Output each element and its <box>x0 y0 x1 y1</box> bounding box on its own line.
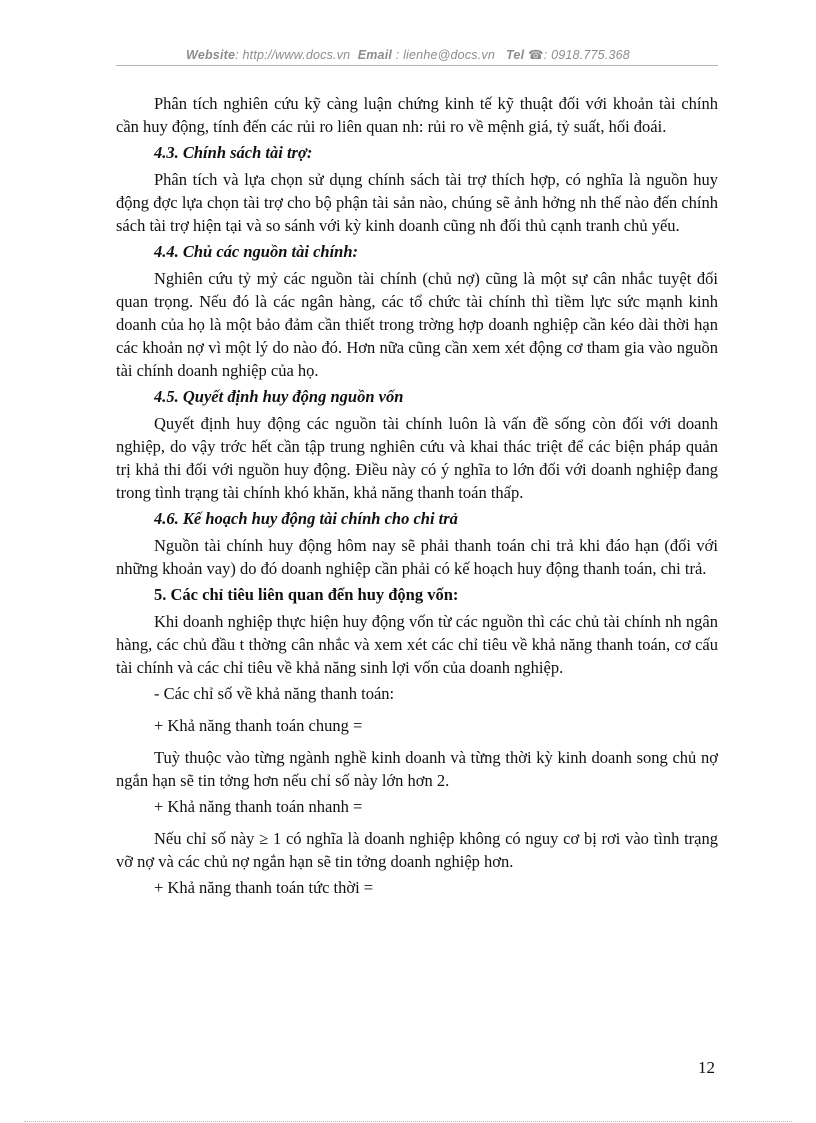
paragraph-6: Khi doanh nghiệp thực hiện huy động vốn từ các nguồn thì các chủ tài chính nh ngân hàng, các chủ đầu t thờng cân nhắc và xem xét các chỉ tiêu về khả năng thanh toán, cơ cấu tài chính và các chỉ tiêu về khả năng sinh lợi vốn của doanh nghiệp. <box>116 612 718 677</box>
header-divider <box>116 65 718 66</box>
website-label: Website <box>186 48 236 62</box>
heading-4-4: 4.4. Chủ các nguồn tài chính: <box>154 242 359 261</box>
heading-4-3: 4.3. Chính sách tài trợ: <box>154 143 313 162</box>
page-header <box>0 47 816 62</box>
paragraph-2: Phân tích và lựa chọn sử dụng chính sách tài trợ thích hợp, có nghĩa là nguồn huy động đợc lựa chọn tài trợ cho bộ phận tài sản nào, chúng sẽ ảnh hởng nh thế nào đến chính sách tài trợ hiện tại và so sánh với kỳ kinh doanh cũng nh đối thủ cạnh tranh chủ yếu. <box>116 170 718 235</box>
liquidity-ratios-label: - Các chỉ số về khả năng thanh toán: <box>154 684 395 703</box>
phone-icon: ☎ <box>527 48 544 62</box>
website-value: : http://www.docs.vn <box>235 48 351 62</box>
page-number: 12 <box>698 1058 715 1077</box>
paragraph-3: Nghiên cứu tỷ mỷ các nguồn tài chính (chủ nợ) cũng là một sự cân nhắc tuyệt đối quan trọng. Nếu đó là các ngân hàng, các tổ chức tài chính thì tiềm lực sức mạnh kinh doanh của họ là một bảo đảm cần thiết trong trờng hợp doanh nghiệp cần kéo dài thời hạn các khoản nợ vì một lý do nào đó. Hơn nữa cũng cần xem xét động cơ tham gia vào nguồn tài chính doanh nghiệp của họ. <box>116 269 718 380</box>
tel-label: Tel <box>506 48 525 62</box>
paragraph-4: Quyết định huy động các nguồn tài chính luôn là vấn đề sống còn đối với doanh nghiệp, do vậy trớc hết cần tập trung nghiên cứu và khai thác triệt để các biện pháp quản trị khả thi đối với nguồn huy động. Điều này có ý nghĩa to lớn đối với doanh nghiệp đang trong tình trạng tài chính khó khăn, khả năng thanh toán thấp. <box>116 414 718 502</box>
paragraph-8: Nếu chỉ số này ≥ 1 có nghĩa là doanh nghiệp không có nguy cơ bị rơi vào tình trạng vỡ nợ và các chủ nợ ngắn hạn sẽ tin tởng doanh nghiệp hơn. <box>116 829 718 871</box>
paragraph-1: Phân tích nghiên cứu kỹ càng luận chứng kinh tế kỹ thuật đối với khoản tài chính cần huy động, tính đến các rủi ro liên quan nh: rủi ro về mệnh giá, tỷ suất, hối đoái. <box>116 94 718 136</box>
email-value: : lienhe@docs.vn <box>395 48 496 62</box>
heading-4-5: 4.5. Quyết định huy động nguồn vốn <box>154 387 404 406</box>
cash-ratio-line: + Khả năng thanh toán tức thời = <box>154 878 374 897</box>
heading-5: 5. Các chỉ tiêu liên quan đến huy động vốn: <box>154 585 459 604</box>
paragraph-5: Nguồn tài chính huy động hôm nay sẽ phải thanh toán chi trả khi đáo hạn (đối với những khoản vay) do đó doanh nghiệp cần phải có kế hoạch huy động thanh toán, chi trả. <box>116 536 718 578</box>
email-label: Email <box>357 48 393 62</box>
heading-4-6: 4.6. Kế hoạch huy động tài chính cho chi trả <box>154 509 458 528</box>
quick-ratio-line: + Khả năng thanh toán nhanh = <box>154 797 363 816</box>
document-body <box>116 92 718 908</box>
current-ratio-line: + Khả năng thanh toán chung = <box>154 716 363 735</box>
paragraph-7: Tuỳ thuộc vào từng ngành nghề kinh doanh và từng thời kỳ kinh doanh song chủ nợ ngắn hạn sẽ tin tởng hơn nếu chỉ số này lớn hơn 2. <box>116 748 718 790</box>
footer-divider <box>24 1121 792 1122</box>
tel-value: : 0918.775.368 <box>543 48 630 62</box>
